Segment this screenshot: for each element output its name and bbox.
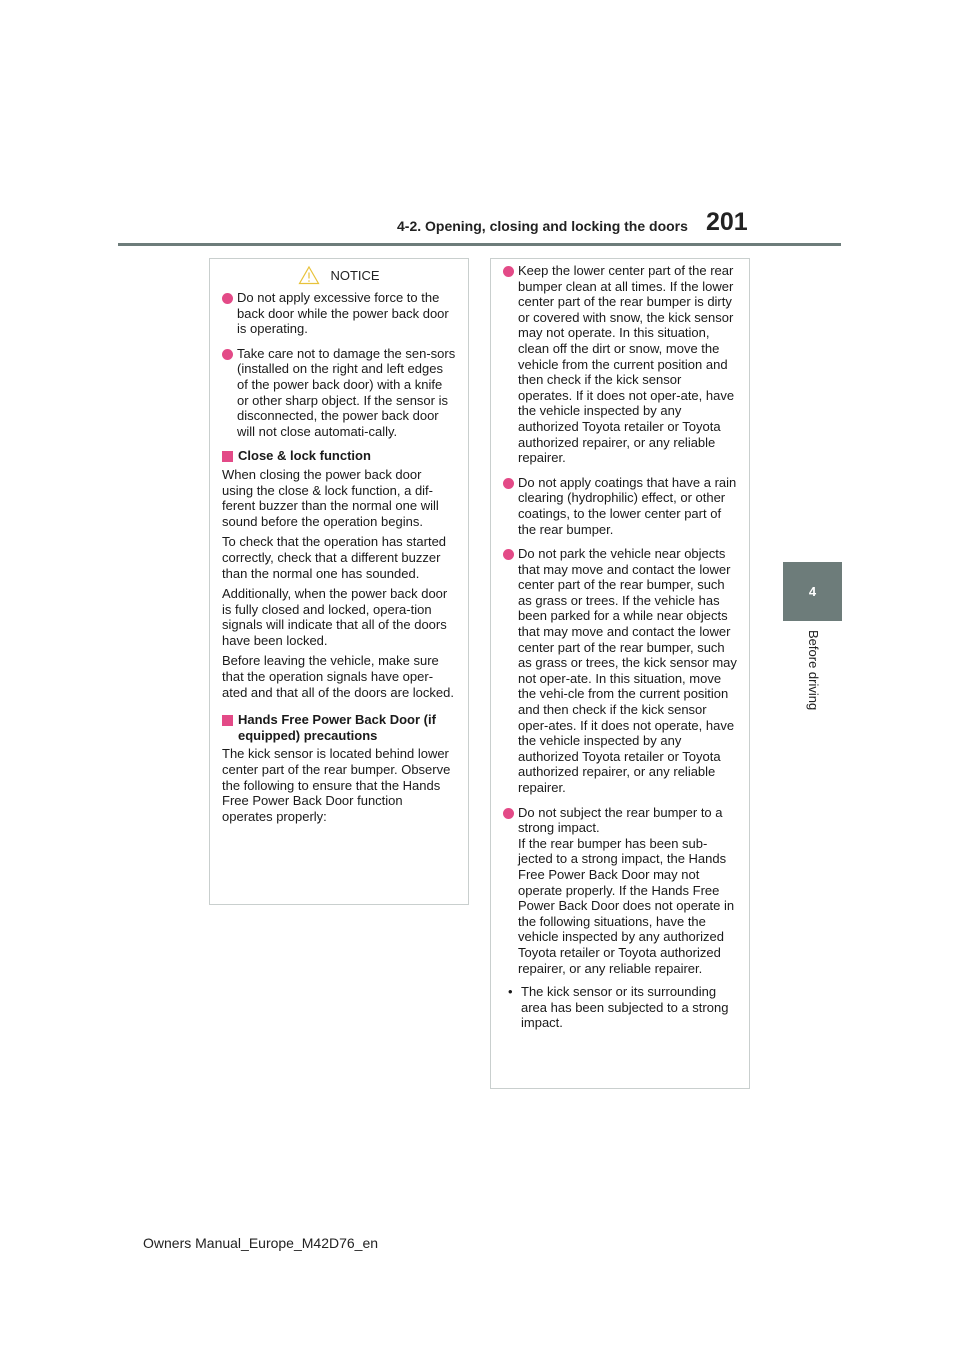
notice-bullet bbox=[503, 475, 737, 537]
bullet-text: Do not park the vehicle near objects that may move and contact the lower center part of the rear bumper, such as grass or trees. If the vehicle has been parked for a while near objects that may move and contact the lower center part of the rear bumper, such as grass or trees, the kick sensor may not oper-ate. In this situation, move the vehi-cle from the current position and then check if the kick sensor oper-ates. If it does not operate, have the vehicle inspected by any authorized Toyota retailer or Toyota authorized repairer, or any reliable repairer. bbox=[518, 546, 737, 795]
notice-bullet bbox=[222, 346, 456, 440]
bullet-text-detail: If the rear bumper has been sub-jected to a strong impact, the Hands Free Power Back Door may not operate properly. If the Hands Free Power Back Door does not operate in the following situations, have the vehicle inspected by any authorized Toyota retailer or Toyota authorized repairer, or any reliable repairer. bbox=[518, 835, 735, 976]
close-lock-paragraph: Additionally, when the power back door is fully closed and locked, opera-tion signals will indicate that all of the doors have been locked. bbox=[222, 586, 448, 648]
situation-item bbox=[503, 984, 737, 1031]
notice-box-right bbox=[490, 258, 750, 1089]
bullet-dot-icon bbox=[503, 478, 514, 489]
close-lock-heading: Close & lock function bbox=[222, 448, 456, 464]
notice-title: NOTICE bbox=[330, 267, 380, 283]
notice-bullet bbox=[503, 546, 737, 796]
bullet-dot-icon bbox=[503, 549, 514, 560]
section-title: 4-2. Opening, closing and locking the doors bbox=[397, 218, 688, 234]
hands-free-paragraph: The kick sensor is located behind lower center part of the rear bumper. Observe the following to ensure that the Hands Free Power Back Door function operates properly: bbox=[222, 746, 451, 824]
bullet-text: Keep the lower center part of the rear bumper clean at all times. If the lower center part of the rear bumper is dirty or covered with snow, the kick sensor may not operate. In this situation, clean off the dirt or snow, move the vehicle from the current position and then check if the kick sensor operates. If it does not oper-ate, have the vehicle inspected by any authorized Toyota retailer or Toyota authorized repairer, or any reliable repairer. bbox=[518, 263, 735, 466]
warning-triangle-icon bbox=[298, 265, 320, 285]
notice-bullet bbox=[503, 805, 737, 977]
chapter-label: Before driving bbox=[806, 630, 821, 711]
bullet-dot-icon bbox=[222, 293, 233, 304]
footer-text: Owners Manual_Europe_M42D76_en bbox=[143, 1235, 379, 1251]
bullet-dot-icon bbox=[503, 808, 514, 819]
dot-bullet-icon: • bbox=[508, 984, 513, 1000]
bullet-dot-icon bbox=[222, 349, 233, 360]
close-lock-paragraph: Before leaving the vehicle, make sure that the operation signals have oper-ated and that all of the doors are locked. bbox=[222, 653, 454, 700]
chapter-tab: 4 bbox=[783, 562, 842, 621]
notice-bullet bbox=[503, 263, 737, 466]
hands-free-heading: Hands Free Power Back Door (if equipped) precautions bbox=[222, 712, 456, 743]
notice-bullet bbox=[222, 290, 456, 337]
bullet-dot-icon bbox=[503, 266, 514, 277]
close-lock-paragraph: To check that the operation has started correctly, check that a different buzzer than the normal one has sounded. bbox=[222, 534, 447, 581]
notice-box-left bbox=[209, 258, 469, 905]
situation-text: The kick sensor or its surrounding area has been subjected to a strong impact. bbox=[521, 984, 729, 1031]
bullet-text: Do not apply coatings that have a rain clearing (hydrophilic) effect, or other coatings, to the lower center part of the rear bumper. bbox=[518, 474, 737, 537]
square-bullet-icon bbox=[222, 451, 233, 462]
bullet-text: Do not apply excessive force to the back door while the power back door is operating. bbox=[237, 290, 449, 337]
page-number: 201 bbox=[706, 208, 748, 236]
square-bullet-icon bbox=[222, 715, 233, 726]
bullet-text: Take care not to damage the sen-sors (installed on the right and left edges of the power back door) with a knife or other sharp object. If the sensor is disconnected, the power back door will not close automati-cally. bbox=[237, 345, 456, 439]
bullet-text: Do not subject the rear bumper to a strong impact. bbox=[518, 804, 723, 836]
close-lock-paragraph: When closing the power back door using the close & lock function, a dif-ferent buzzer than the normal one will sound before the operation begins. bbox=[222, 466, 439, 529]
notice-header bbox=[222, 260, 456, 290]
header-rule bbox=[118, 243, 841, 246]
